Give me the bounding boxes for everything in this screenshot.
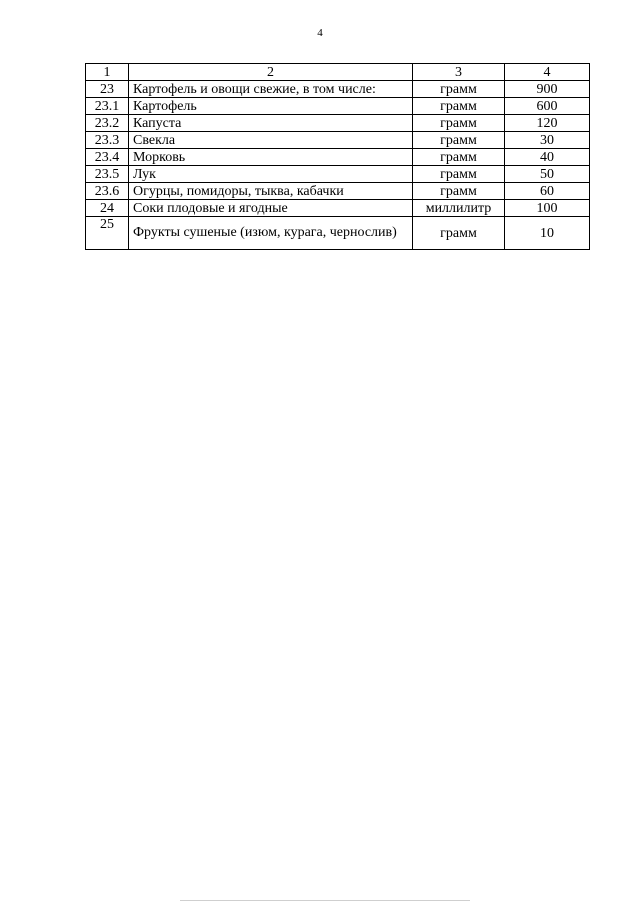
row-number: 23 <box>86 81 129 98</box>
table-row <box>86 183 590 200</box>
row-number: 23.3 <box>86 132 129 149</box>
item-name: Свекла <box>129 132 413 149</box>
item-unit: грамм <box>413 183 505 200</box>
row-number: 23.5 <box>86 166 129 183</box>
item-unit: грамм <box>413 81 505 98</box>
table-row <box>86 81 590 98</box>
item-amount: 60 <box>505 183 590 200</box>
item-unit: грамм <box>413 98 505 115</box>
item-name: Картофель и овощи свежие, в том числе: <box>129 81 413 98</box>
item-amount: 30 <box>505 132 590 149</box>
table-row <box>86 166 590 183</box>
item-name: Лук <box>129 166 413 183</box>
table-row <box>86 98 590 115</box>
table-row <box>86 217 590 250</box>
row-number: 24 <box>86 200 129 217</box>
item-amount: 50 <box>505 166 590 183</box>
table-row <box>86 132 590 149</box>
item-name: Морковь <box>129 149 413 166</box>
row-number: 23.4 <box>86 149 129 166</box>
scan-edge-line <box>180 900 470 901</box>
item-unit: миллилитр <box>413 200 505 217</box>
column-header: 1 <box>86 64 129 81</box>
row-number: 23.2 <box>86 115 129 132</box>
item-amount: 120 <box>505 115 590 132</box>
row-number: 25 <box>86 217 129 250</box>
column-header: 4 <box>505 64 590 81</box>
item-name: Огурцы, помидоры, тыква, кабачки <box>129 183 413 200</box>
column-header: 3 <box>413 64 505 81</box>
item-name: Соки плодовые и ягодные <box>129 200 413 217</box>
item-unit: грамм <box>413 149 505 166</box>
column-header: 2 <box>129 64 413 81</box>
item-name: Фрукты сушеные (изюм, курага, чернослив) <box>129 217 413 250</box>
item-unit: грамм <box>413 115 505 132</box>
item-name: Капуста <box>129 115 413 132</box>
item-name: Картофель <box>129 98 413 115</box>
table-row <box>86 200 590 217</box>
table-header-row <box>86 64 590 81</box>
item-amount: 40 <box>505 149 590 166</box>
norms-table <box>85 63 590 250</box>
row-number: 23.1 <box>86 98 129 115</box>
item-amount: 600 <box>505 98 590 115</box>
page-number: 4 <box>317 27 323 39</box>
row-number: 23.6 <box>86 183 129 200</box>
item-unit: грамм <box>413 217 505 250</box>
item-amount: 900 <box>505 81 590 98</box>
item-unit: грамм <box>413 166 505 183</box>
table-row <box>86 115 590 132</box>
table-row <box>86 149 590 166</box>
item-amount: 10 <box>505 217 590 250</box>
item-amount: 100 <box>505 200 590 217</box>
item-unit: грамм <box>413 132 505 149</box>
